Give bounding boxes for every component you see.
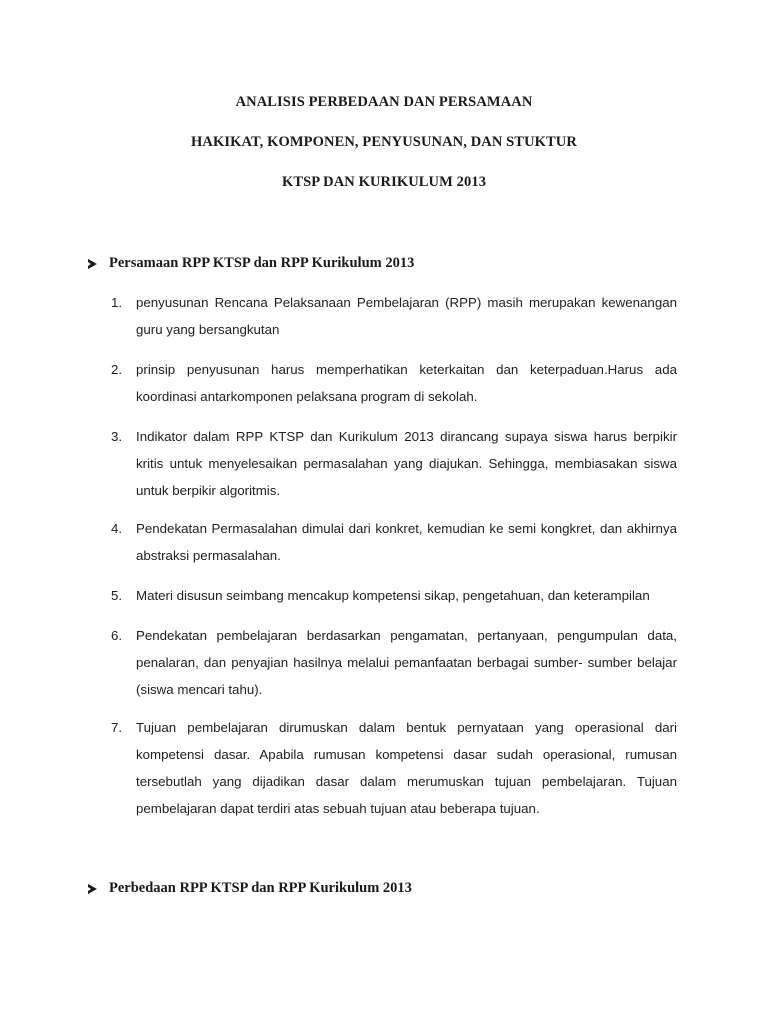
section-heading-persamaan-text: Persamaan RPP KTSP dan RPP Kurikulum 2013	[109, 255, 415, 271]
list-number: 1.	[111, 295, 123, 310]
arrow-bullet-icon	[88, 259, 97, 269]
list-item-text: Indikator dalam RPP KTSP dan Kurikulum 2013 dirancang supaya siswa harus berpikir kritis untuk menyelesaikan permasalahan yang diajukan. Sehingga, membiasakan siswa untuk berpikir algoritmis.	[136, 429, 677, 498]
list-item-3	[111, 423, 677, 504]
title-line-2: HAKIKAT, KOMPONEN, PENYUSUNAN, DAN STUKTUR	[191, 134, 577, 150]
list-item-text: Materi disusun seimbang mencakup kompetensi sikap, pengetahuan, dan keterampilan	[136, 588, 650, 603]
list-item-2	[111, 356, 677, 410]
title-line-1: ANALISIS PERBEDAAN DAN PERSAMAAN	[235, 94, 533, 110]
list-item-4	[111, 515, 677, 569]
list-number: 5.	[111, 588, 123, 603]
list-item-text: prinsip penyusunan harus memperhatikan keterkaitan dan keterpaduan.Harus ada koordinasi antarkomponen pelaksana program di sekolah.	[136, 362, 677, 404]
arrow-bullet-icon	[88, 884, 97, 894]
title-line-3: KTSP DAN KURIKULUM 2013	[281, 174, 487, 190]
list-item-6	[111, 622, 677, 703]
list-number: 6.	[111, 628, 123, 643]
list-number: 3.	[111, 429, 123, 444]
list-item-text: Pendekatan Permasalahan dimulai dari konkret, kemudian ke semi kongkret, dan akhirnya abstraksi permasalahan.	[136, 521, 677, 563]
section-heading-persamaan	[88, 255, 414, 272]
list-number: 4.	[111, 521, 123, 536]
section-heading-perbedaan	[88, 880, 412, 897]
list-item-text: penyusunan Rencana Pelaksanaan Pembelajaran (RPP) masih merupakan kewenangan guru yang bersangkutan	[136, 295, 677, 337]
list-item-text: Pendekatan pembelajaran berdasarkan pengamatan, pertanyaan, pengumpulan data, penalaran, dan penyajian hasilnya melalui pemanfaatan berbagai sumber- sumber belajar (siswa mencari tahu).	[136, 628, 677, 697]
section-heading-perbedaan-text: Perbedaan RPP KTSP dan RPP Kurikulum 2013	[109, 880, 412, 896]
list-number: 2.	[111, 362, 123, 377]
list-number: 7.	[111, 720, 123, 735]
list-item-text: Tujuan pembelajaran dirumuskan dalam bentuk pernyataan yang operasional dari kompetensi dasar. Apabila rumusan kompetensi dasar sudah operasional, rumusan tersebutlah yang dijadikan dasar dalam merumuskan tujuan pembelajaran. Tujuan pembelajaran dapat terdiri atas sebuah tujuan atau beberapa tujuan.	[136, 720, 677, 816]
list-item-5	[111, 582, 677, 609]
list-item-7	[111, 714, 677, 822]
list-item-1	[111, 289, 677, 343]
